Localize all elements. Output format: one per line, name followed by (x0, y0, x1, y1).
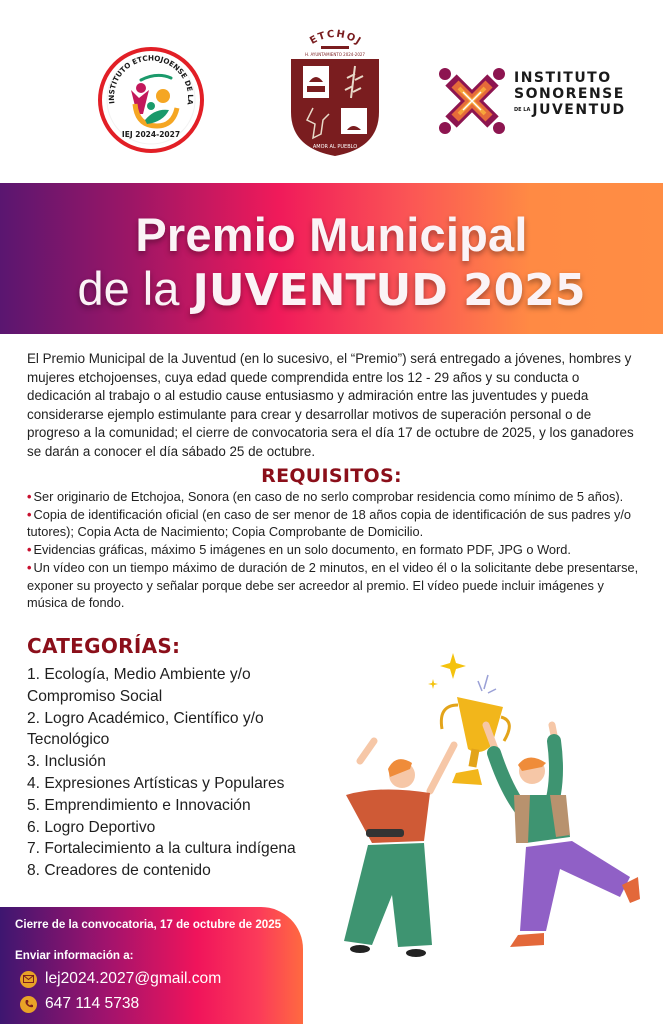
categoria-item: 3. Inclusión (27, 753, 106, 771)
banner-title-bold: JUVENTUD 2025 (192, 265, 586, 316)
iej-emblem-icon (97, 46, 205, 154)
etchojoa-logo (285, 24, 385, 158)
banner-title-light: de la (77, 262, 193, 315)
categoria-item: 6. Logro Deportivo (27, 818, 156, 836)
categoria-item: 1. Ecología, Medio Ambiente y/o Compromiso Social (27, 666, 251, 705)
categorias-heading: CATEGORÍAS: (27, 634, 181, 658)
celebration-illustration (320, 645, 663, 960)
banner-title-line1: Premio Municipal (135, 208, 528, 261)
deadline-text: Cierre de la convocatoria, 17 de octubre de 2025 (15, 918, 282, 931)
phone-link[interactable]: 647 114 5738 (45, 995, 140, 1012)
title-banner (0, 183, 663, 334)
bullet-icon: • (27, 506, 32, 522)
intro-paragraph: El Premio Municipal de la Juventud (en lo sucesivo, el “Premio”) será entregado a jóvenes, hombres y mujeres etchojoenses, cuya edad quede comprendida entre los 12 - 29 años y su conducta o dedicación al trabajo o al estudio cause entusiasmo y admiración entre las juventudes y pueda considerarse ejemplo estimulante para crear y desarrollar motivos de superación personal o de progreso a la comunidad; el cierre de convocatoria sera el día 17 de octubre de 2025, y los ganadores se darán a conocer el día sábado 25 de octubre. (27, 351, 634, 459)
categoria-item: 2. Logro Académico, Científico y/o Tecnológico (27, 709, 264, 749)
requisitos-heading: REQUISITOS: (261, 465, 402, 487)
isj-line2: SONORENSE (514, 86, 625, 102)
categorias-list (27, 664, 317, 882)
svg-text:IEJ 2024-2027: IEJ 2024-2027 (121, 130, 181, 139)
isj-wordmark (514, 70, 626, 118)
isj-small-text: DE LA (514, 107, 531, 113)
svg-text:AMOR AL PUEBLO: AMOR AL PUEBLO (312, 144, 358, 150)
people-with-trophy-icon (320, 645, 663, 960)
isj-x-emblem-icon (437, 66, 507, 136)
bullet-icon: • (27, 489, 32, 504)
requisito-item (27, 488, 642, 506)
email-row (20, 970, 221, 988)
categoria-item: 5. Emprendimiento e Innovación (27, 796, 251, 814)
etchojoa-shield-icon (285, 24, 385, 158)
isj-line1: INSTITUTO (514, 70, 612, 86)
requisitos-list (27, 488, 642, 612)
categoria-item: 8. Creadores de contenido (27, 862, 211, 880)
requisito-item (27, 559, 642, 612)
isj-juventud: JUVENTUD (532, 102, 626, 118)
requisito-text: Ser originario de Etchojoa, Sonora (en caso de no serlo comprobar residencia como mínimo de 5 años). (33, 489, 624, 504)
svg-text:ETCHOJOA: ETCHOJ (308, 28, 364, 48)
contact-panel (0, 907, 303, 1024)
phone-row (20, 995, 139, 1013)
email-link[interactable]: lej2024.2027@gmail.com (45, 970, 222, 987)
isj-logo (437, 66, 627, 136)
categoria-item: 4. Expresiones Artísticas y Populares (27, 774, 285, 792)
requisito-text: Evidencias gráficas, máximo 5 imágenes en un solo documento, en formato PDF, JPG o Word. (33, 542, 571, 558)
categoria-item: 7. Fortalecimiento a la cultura indígena (27, 840, 296, 858)
requisito-item (27, 541, 642, 559)
iej-logo (97, 46, 205, 154)
bullet-icon: • (27, 542, 32, 558)
requisito-text: Un vídeo con un tiempo máximo de duración de 2 minutos, en el video él o la solicitante debe presentarse, exponer su proyecto y señalar porque debe ser acreedor al premio. El vídeo puede incluir imágenes y música de fondo. (27, 559, 639, 611)
whatsapp-phone-icon (20, 996, 37, 1013)
svg-text:INSTITUTO ETCHOJOENSE DE LA JU: INSTITUTO ETCHOJOENSE DE LA (106, 53, 196, 106)
svg-text:H. AYUNTAMIENTO 2024-2027: H. AYUNTAMIENTO 2024-2027 (305, 52, 365, 57)
bullet-icon: • (27, 559, 32, 575)
envelope-icon (20, 971, 37, 988)
banner-title-line2 (0, 261, 663, 316)
isj-line3 (514, 102, 626, 118)
requisito-item (27, 506, 642, 541)
requisito-text: Copia de identificación oficial (en caso de ser menor de 18 años copia de identificación de sus padres y/o tutores); Copia Acta de Nacimiento; Copia Comprobante de Domicilio. (27, 506, 632, 540)
send-info-label: Enviar información a: (15, 949, 134, 962)
